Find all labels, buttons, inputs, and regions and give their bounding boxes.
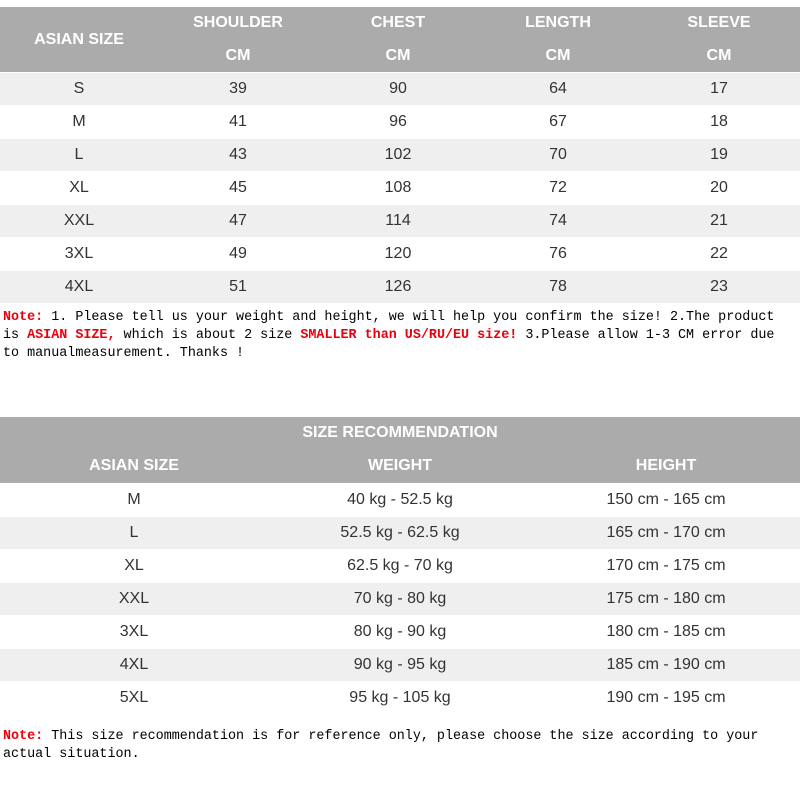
- table-row: [0, 517, 800, 550]
- table-cell: 190 cm - 195 cm: [532, 682, 800, 715]
- note-label: Note:: [3, 310, 44, 325]
- table-row: [0, 682, 800, 715]
- column-unit-chest: CM: [318, 39, 478, 73]
- column-header-weight: WEIGHT: [268, 448, 532, 484]
- table-cell: 96: [318, 106, 478, 139]
- size-chart-table: [0, 7, 800, 303]
- table-cell: S: [0, 73, 158, 106]
- table-cell: 49: [158, 238, 318, 271]
- column-header-height: HEIGHT: [532, 448, 800, 484]
- table-row: [0, 616, 800, 649]
- table-row: [0, 73, 800, 106]
- table-row: [0, 271, 800, 304]
- column-unit-shoulder: CM: [158, 39, 318, 73]
- table-cell: 43: [158, 139, 318, 172]
- table-row: [0, 550, 800, 583]
- column-unit-sleeve: CM: [638, 39, 800, 73]
- table-cell: 108: [318, 172, 478, 205]
- table-row: [0, 106, 800, 139]
- table-cell: XXL: [0, 205, 158, 238]
- table-cell: 45: [158, 172, 318, 205]
- table-cell: 90: [318, 73, 478, 106]
- table-cell: 70: [478, 139, 638, 172]
- table-cell: M: [0, 106, 158, 139]
- table-row: [0, 583, 800, 616]
- table-cell: 80 kg - 90 kg: [268, 616, 532, 649]
- table-cell: 180 cm - 185 cm: [532, 616, 800, 649]
- table-row: [0, 649, 800, 682]
- table-cell: 90 kg - 95 kg: [268, 649, 532, 682]
- table-cell: 21: [638, 205, 800, 238]
- table-cell: 20: [638, 172, 800, 205]
- note-highlight-smaller: SMALLER than US/RU/EU size!: [300, 328, 518, 343]
- table-cell: 165 cm - 170 cm: [532, 517, 800, 550]
- table-cell: 3XL: [0, 616, 268, 649]
- size-chart-header-row: [0, 7, 800, 39]
- column-header-sleeve: SLEEVE: [638, 7, 800, 39]
- table-cell: L: [0, 139, 158, 172]
- table-row: [0, 238, 800, 271]
- table-cell: 19: [638, 139, 800, 172]
- table-cell: 23: [638, 271, 800, 304]
- note-text: 3.Please allow 1-3 CM error due to manualmeasurement. Thanks !: [3, 328, 775, 361]
- size-note: [3, 309, 797, 363]
- column-header-length: LENGTH: [478, 7, 638, 39]
- note-text: 1. Please tell us your weight and height, we will help you confirm the size! 2.The product is: [3, 310, 775, 343]
- table-cell: XXL: [0, 583, 268, 616]
- table-cell: 170 cm - 175 cm: [532, 550, 800, 583]
- table-cell: 5XL: [0, 682, 268, 715]
- table-row: [0, 484, 800, 517]
- table-cell: 185 cm - 190 cm: [532, 649, 800, 682]
- table-cell: 102: [318, 139, 478, 172]
- table-cell: 40 kg - 52.5 kg: [268, 484, 532, 517]
- column-header-shoulder: SHOULDER: [158, 7, 318, 39]
- table-cell: 4XL: [0, 649, 268, 682]
- table-cell: 52.5 kg - 62.5 kg: [268, 517, 532, 550]
- recommendation-title: SIZE RECOMMENDATION: [0, 417, 800, 448]
- table-cell: 150 cm - 165 cm: [532, 484, 800, 517]
- table-cell: 41: [158, 106, 318, 139]
- table-row: [0, 205, 800, 238]
- table-row: [0, 139, 800, 172]
- recommendation-title-row: [0, 417, 800, 448]
- table-cell: 18: [638, 106, 800, 139]
- table-cell: 67: [478, 106, 638, 139]
- table-row: [0, 172, 800, 205]
- column-header-asian-size: ASIAN SIZE: [0, 448, 268, 484]
- table-cell: 47: [158, 205, 318, 238]
- table-cell: 70 kg - 80 kg: [268, 583, 532, 616]
- table-cell: XL: [0, 550, 268, 583]
- note-highlight-asian-size: ASIAN SIZE,: [27, 328, 116, 343]
- table-cell: 64: [478, 73, 638, 106]
- recommendation-header-row: [0, 448, 800, 484]
- table-cell: XL: [0, 172, 158, 205]
- table-cell: 76: [478, 238, 638, 271]
- table-cell: 120: [318, 238, 478, 271]
- note-text: which is about 2 size: [115, 328, 301, 343]
- table-cell: 4XL: [0, 271, 158, 304]
- table-cell: 62.5 kg - 70 kg: [268, 550, 532, 583]
- table-cell: 95 kg - 105 kg: [268, 682, 532, 715]
- recommendation-note: [3, 728, 797, 764]
- table-cell: 39: [158, 73, 318, 106]
- table-cell: 114: [318, 205, 478, 238]
- table-cell: L: [0, 517, 268, 550]
- column-unit-length: CM: [478, 39, 638, 73]
- size-chart-header-size: ASIAN SIZE: [0, 7, 158, 73]
- table-cell: 51: [158, 271, 318, 304]
- table-cell: 126: [318, 271, 478, 304]
- table-cell: 78: [478, 271, 638, 304]
- table-cell: 72: [478, 172, 638, 205]
- note-label: Note:: [3, 729, 44, 744]
- table-cell: 3XL: [0, 238, 158, 271]
- table-cell: 74: [478, 205, 638, 238]
- table-cell: M: [0, 484, 268, 517]
- column-header-chest: CHEST: [318, 7, 478, 39]
- note-text: This size recommendation is for reference only, please choose the size according to your actual situation.: [3, 729, 759, 762]
- table-cell: 22: [638, 238, 800, 271]
- size-recommendation-table: [0, 417, 800, 714]
- table-cell: 17: [638, 73, 800, 106]
- table-cell: 175 cm - 180 cm: [532, 583, 800, 616]
